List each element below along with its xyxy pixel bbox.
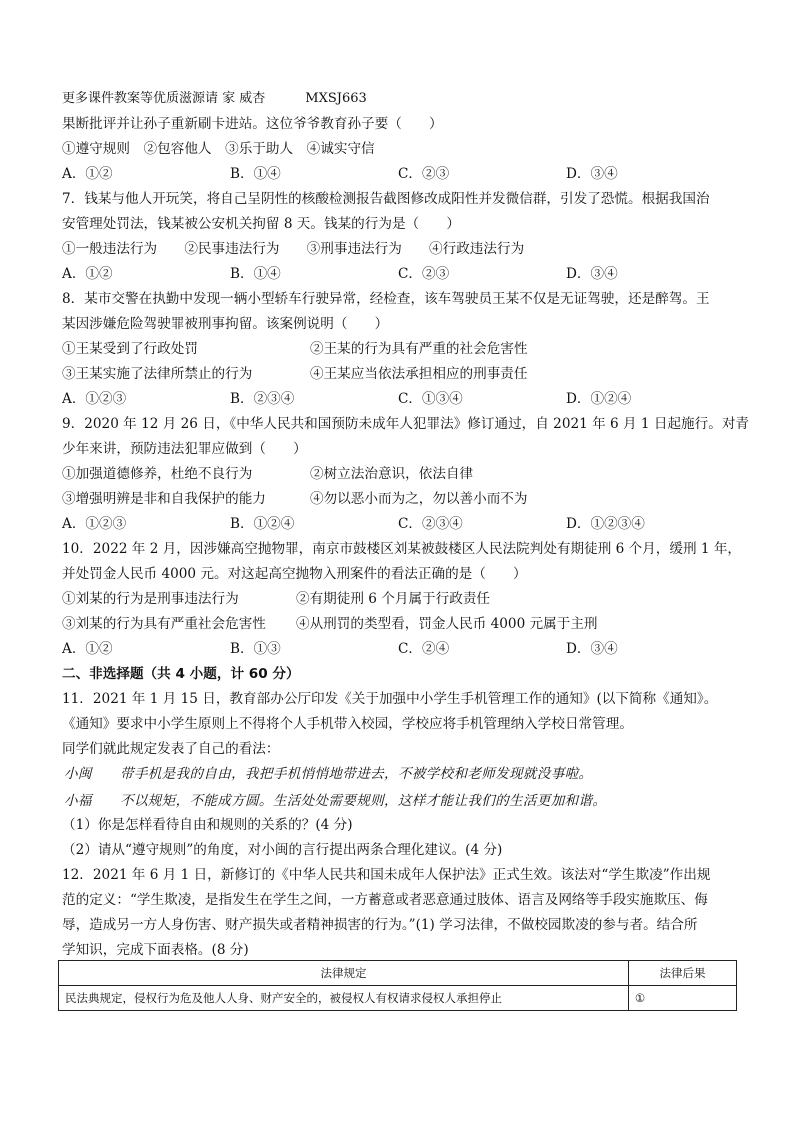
q9-option-d: D．①②③④ — [566, 516, 645, 532]
q8-option-d: D．①②④ — [566, 391, 632, 407]
q10-stem-line2: 并处罚金人民币 4000 元。对这起高空抛物入刑案件的看法正确的是（ ） — [62, 566, 527, 582]
q12-stem-line1: 12．2021 年 6 月 1 日，新修订的《中华人民共和国未成年人保护法》正式生效。该法对“学生欺凌”作出规 — [62, 867, 711, 883]
q8-item-2: ②王某的行为具有严重的社会危害性 — [310, 341, 528, 357]
q9-item-3: ③增强明辨是非和自我保护的能力 — [62, 491, 266, 507]
q9-option-b: B．①②④ — [230, 516, 295, 532]
q7-option-b: B．①④ — [230, 266, 281, 282]
table-row — [59, 986, 737, 1011]
q12-stem-line3: 辱，造成另一方人身伤害、财产损失或者精神损害的行为。”(1) 学习法律，不做校园欺凌的参与者。结合所 — [62, 917, 698, 933]
section-heading: 二、非选择题（共 4 小题，计 60 分） — [62, 666, 300, 682]
q10-item-3: ③刘某的行为具有严重社会危害性 — [62, 616, 266, 632]
q11-speech-1: 带手机是我的自由，我把手机悄悄地带进去，不被学校和老师发现就没事啦。 — [120, 766, 593, 782]
q9-option-c: C．②③④ — [398, 516, 463, 532]
q10-item-1: ①刘某的行为是刑事违法行为 — [62, 591, 239, 607]
q10-item-2: ②有期徒刑 6 个月属于行政责任 — [296, 591, 491, 607]
q9-item-1: ①加强道德修养，杜绝不良行为 — [62, 466, 253, 482]
q7-stem-line2: 安管理处罚法，钱某被公安机关拘留 8 天。钱某的行为是（ ） — [62, 216, 460, 232]
q11-stem-line3: 同学们就此规定发表了自己的看法： — [62, 741, 280, 757]
q7-items: ①一般违法行为 ②民事违法行为 ③刑事违法行为 ④行政违法行为 — [62, 241, 525, 257]
table-header-cell: 法律后果 — [628, 961, 736, 986]
q6-option-b: B．①④ — [230, 166, 281, 182]
q8-item-4: ④王某应当依法承担相应的刑事责任 — [310, 366, 528, 382]
table-cell: 民法典规定，侵权行为危及他人人身、财产安全的，被侵权人有权请求侵权人承担停止 — [59, 986, 629, 1011]
q12-stem-line2: 范的定义：“学生欺凌，是指发生在学生之间，一方蓄意或者恶意通过肢体、语言及网络等手段实施欺压、侮 — [62, 892, 708, 908]
q10-option-d: D．③④ — [566, 641, 618, 657]
q12-stem-line4: 学知识，完成下面表格。(8 分) — [62, 942, 249, 958]
q7-option-c: C．②③ — [398, 266, 450, 282]
q8-option-b: B．②③④ — [230, 391, 295, 407]
watermark-code: MXSJ663 — [305, 91, 367, 106]
q7-stem-line1: 7．钱某与他人开玩笑，将自己呈阴性的核酸检测报告截图修改成阳性并发微信群，引发了恐慌。根据我国治 — [62, 191, 710, 207]
q6-option-a: A．①② — [62, 166, 113, 182]
q9-stem-line2: 少年来讲，预防违法犯罪应做到（ ） — [62, 441, 307, 457]
watermark-text: 更多课件教案等优质滋源请 家 威杏 — [62, 91, 266, 106]
q8-item-3: ③王某实施了法律所禁止的行为 — [62, 366, 253, 382]
q8-stem-line1: 8．某市交警在执勤中发现一辆小型轿车行驶异常，经检查，该车驾驶员王某不仅是无证驾驶，还是醉驾。王 — [62, 291, 710, 307]
q10-option-a: A．①② — [62, 641, 113, 657]
q10-option-c: C．②④ — [398, 641, 450, 657]
q7-option-a: A．①② — [62, 266, 113, 282]
q8-item-1: ①王某受到了行政处罚 — [62, 341, 198, 357]
q6-option-d: D．③④ — [566, 166, 618, 182]
q11-speaker-2: 小福 — [64, 793, 92, 809]
table-header-cell: 法律规定 — [59, 961, 629, 986]
watermark — [62, 90, 367, 108]
q10-stem-line1: 10．2022 年 2 月，因涉嫌高空抛物罪，南京市鼓楼区刘某被鼓楼区人民法院判处有期徒刑 6 个月，缓刑 1 年， — [62, 541, 742, 557]
q6-items: ①遵守规则 ②包容他人 ③乐于助人 ④诚实守信 — [62, 141, 375, 157]
q6-stem: 果断批评并让孙子重新刷卡进站。这位爷爷教育孙子要（ ） — [62, 116, 443, 132]
q11-stem-line1: 11．2021 年 1 月 15 日，教育部办公厅印发《关于加强中小学生手机管理工作的通知》(以下简称《通知》。 — [62, 691, 718, 707]
table-cell: ① — [628, 986, 736, 1011]
q11-sub-question-2: （2）请从“遵守规则”的角度，对小闽的言行提出两条合理化建议。(4 分) — [62, 842, 503, 858]
q8-stem-line2: 某因涉嫌危险驾驶罪被刑事拘留。该案例说明（ ） — [62, 316, 389, 332]
q10-item-4: ④从刑罚的类型看，罚金人民币 4000 元属于主刑 — [296, 616, 598, 632]
q9-option-a: A．①②③ — [62, 516, 127, 532]
q9-stem-line1: 9．2020 年 12 月 26 日，《中华人民共和国预防未成年人犯罪法》修订通过，自 2021 年 6 月 1 日起施行。对青 — [62, 416, 750, 432]
q10-option-b: B．①③ — [230, 641, 281, 657]
q11-sub-question-1: （1）你是怎样看待自由和规则的关系的？(4 分) — [62, 817, 353, 833]
q11-speaker-1: 小闽 — [64, 766, 92, 782]
q7-option-d: D．③④ — [566, 266, 618, 282]
table-header-row — [59, 961, 737, 986]
q9-item-4: ④勿以恶小而为之，勿以善小而不为 — [310, 491, 528, 507]
q11-stem-line2: 《通知》要求中小学生原则上不得将个人手机带入校园，学校应将手机管理纳入学校日常管理。 — [62, 716, 633, 732]
q11-speech-2: 不以规矩，不能成方圆。生活处处需要规则，这样才能让我们的生活更加和谐。 — [120, 793, 607, 809]
law-table — [58, 960, 737, 1011]
q6-option-c: C．②③ — [398, 166, 450, 182]
q8-option-c: C．①③④ — [398, 391, 463, 407]
q8-option-a: A．①②③ — [62, 391, 127, 407]
q9-item-2: ②树立法治意识，依法自律 — [310, 466, 474, 482]
